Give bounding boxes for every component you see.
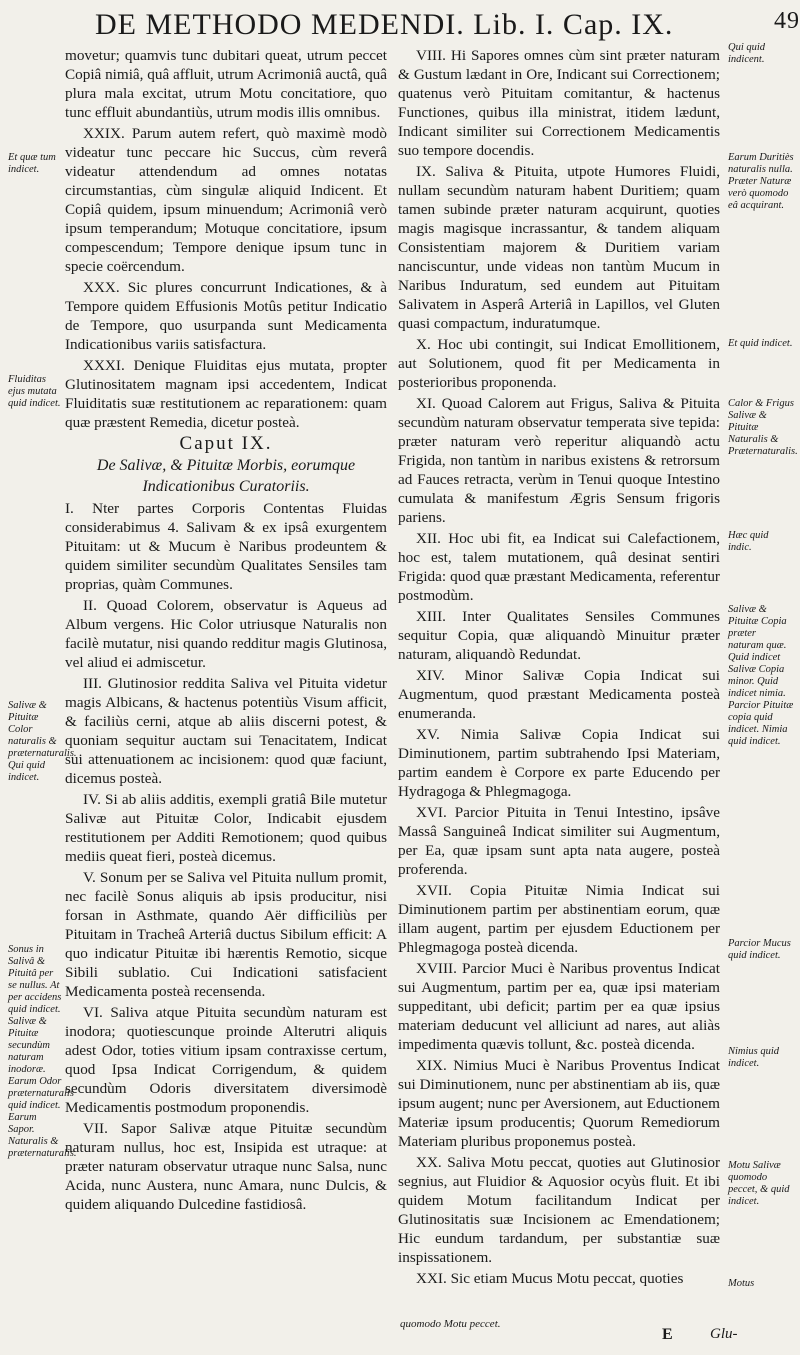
paragraph: XIV. Minor Salivæ Copia Indicat sui Augmentum, quod præstant Medicamenta posteà enumeranda.: [398, 667, 720, 722]
paragraph: XXXI. Denique Fluiditas ejus mutata, propter Glutinositatem magnam ipsi accedentem, Indicat Fluiditatis suæ restitutionem ac reparationem: quam quæ præstent Remedia, dicetur posteà.: [65, 357, 387, 431]
running-title: DE METHODO MEDENDI. Lib. I. Cap. IX.: [95, 8, 674, 41]
paragraph: X. Hoc ubi contingit, sui Indicat Emollitionem, aut Solutionem, quod fit per Medicamenta in posterioribus proponenda.: [398, 336, 720, 391]
margin-note: Salivæ & Pituitæ Copia præter naturam quæ. Quid indicet Salivæ Copia minor. Quid indicet nimia. Parcior Pituitæ copia quid indicet. Nimia quid indicet.: [728, 604, 794, 747]
margin-note: Et quid indicet.: [728, 338, 793, 349]
catchword: Glu-: [710, 1326, 738, 1342]
signature-mark: E: [662, 1326, 673, 1343]
paragraph: VII. Sapor Salivæ atque Pituitæ secundùm naturam nullus, hoc est, Insipida est utraque: at præter naturam observatur utraque nunc Salsa, nunc Acida, nunc Austera, nunc Amara, nunc Dulcis, & quidem aliquando Dulcedine fastidiosâ.: [65, 1120, 387, 1213]
paragraph: XXIX. Parum autem refert, quò maximè modò videatur tunc peccare hic Succus, cùm reverâ videatur attendendum ad omnes notatas circumstantias, cùm singulæ aliquid Indicent. Et Copiâ quidem, ipsum minuendum; Acrimoniâ verò ipsum temperandum; Motuque concitatiore, ipsum compescendum; Tempore denique ipsum tunc in specie coërcendum.: [65, 125, 387, 275]
margin-note: Motu Salivæ quomodo peccet, & quid indicet.: [728, 1160, 790, 1207]
page-footer: [400, 1318, 780, 1348]
paragraph: I. Nter partes Corporis Contentas Fluidas considerabimus 4. Salivam & ex ipsâ exurgentem Pituitam: ut & Mucum è Naribus prodeuntem & quidem similiter secundùm Qualitates Sensiles tam proprias, quàm Communes.: [65, 500, 387, 593]
margin-note: Nimius quid indicet.: [728, 1046, 780, 1069]
left-column: [65, 46, 387, 1216]
paragraph: VI. Saliva atque Pituita secundùm naturam est inodora; quotiescunque proinde Alterutri aliquis adest Odor, toties vitium ipsam contraxisse certum, quod Ipsa Indicat Corrigendum, & quidem secundùm Odoris diversitatem diversimodè Medicamentis postmodum proponendis.: [65, 1004, 387, 1116]
margin-note: Et quæ tum indicet.: [8, 152, 56, 175]
margin-note: Fluiditas ejus mutata quid indicet.: [8, 374, 61, 409]
catchline: quomodo Motu peccet.: [400, 1318, 501, 1330]
paragraph: XXI. Sic etiam Mucus Motu peccat, quoties: [416, 1270, 684, 1287]
chapter-subtitle: De Salivæ, & Pituitæ Morbis, eorumque Indicationibus Curatoriis.: [96, 457, 356, 495]
margin-note: Salivæ & Pituitæ Color naturalis & præternaturalis. Qui quid indicet.: [8, 700, 77, 783]
margin-note: Earum Duritiès naturalis nulla. Præter Naturæ verò quomodo eâ acquirant.: [728, 152, 794, 211]
margin-note: Sonus in Salivâ & Pituitâ per se nullus. At per accidens quid indicet. Salivæ & Pituitæ secundùm naturam inodoræ. Earum Odor præternaturalis quid indicet. Earum Sapor. Naturalis & præternaturalis.: [8, 944, 77, 1159]
paragraph: XX. Saliva Motu peccat, quoties aut Glutinosior segnius, aut Fluidior & Aquosior ocyùs fluit. Et ibi quidem Motum facilitandum Indicat per Glutinositatis suæ Incisionem ac Emendationem; Hic eundum tardandum, per substantiæ suæ inspissationem.: [398, 1154, 720, 1266]
margin-note: Hæc quid indic.: [728, 530, 769, 553]
paragraph: VIII. Hi Sapores omnes cùm sint præter naturam & Gustum lædant in Ore, Indicant sui Correctionem; quatenus verò Pituitam comitantur, & hactenus Functiones, quibus illa ministrat, itidem lædunt, Indicant similiter sui Correctionem Medicamentis suo tempore docendis.: [398, 47, 720, 159]
paragraph: II. Quoad Colorem, observatur is Aqueus ad Album vergens. Hic Color utriusque Naturalis non facilè mutatur, nisi quando redditur magis Glutinosa, vel aliud ei admiscetur.: [65, 597, 387, 671]
margin-note: Calor & Frigus Salivæ & Pituitæ Naturalis & Præternaturalis.: [728, 398, 798, 457]
paragraph: XIX. Nimius Muci è Naribus Proventus Indicat sui Diminutionem, nunc per abstinentiam ab iis, quæ ipsum augent; nunc per Aversionem, aut Eductionem Materiæ ipsum producentis; Quorum Remediorum Materiam pluribus proponemus posteà.: [398, 1057, 720, 1150]
paragraph: V. Sonum per se Saliva vel Pituita nullum promit, nec facilè Sonus aliquis ab ipsis producitur, nisi forsan in Asthmate, quando Aër difficiliùs per Pituitam in Tracheâ Arteriâ ductus Sibilum efficit: A quo indicatur Pituitæ ibi hærentis Remotio, sicque Sibili sublatio. Cui Indicationi satisfacient Medicamenta posteà recensenda.: [65, 869, 387, 1000]
page-number: 49: [774, 8, 800, 34]
right-column: [398, 46, 720, 1290]
paragraph: XIII. Inter Qualitates Sensiles Communes sequitur Copia, quæ aliquandò Minuitur præter naturam, aliquandò Redundat.: [398, 608, 720, 663]
paragraph: movetur; quamvis tunc dubitari queat, utrum peccet Copiâ nimiâ, quâ affluit, utrum Acrimoniâ auctâ, quâ plura mala excitat, utrum Motu concitatiore, quo tunc effluit abundantiùs, utrum modis illis omnibus.: [65, 47, 387, 121]
chapter-heading: Caput IX.: [179, 433, 273, 454]
paragraph: XV. Nimia Salivæ Copia Indicat sui Diminutionem, partim subtrahendo Ipsi Materiam, partim eandem è Corpore ex parte Educendo per Hydragoga & Phlegmagoga.: [398, 726, 720, 800]
running-head: [95, 8, 800, 48]
paragraph: IV. Si ab aliis additis, exempli gratiâ Bile mutetur Salivæ aut Pituitæ Color, Indicabit ejusdem restitutionem per Additi Remotionem; quod quibus mediis queat fieri, posteà dicemus.: [65, 791, 387, 865]
margin-note: Motus: [728, 1278, 755, 1289]
paragraph: XII. Hoc ubi fit, ea Indicat sui Calefactionem, hoc est, talem mutationem, quâ desinat sentiri Frigida: quod quæ præstant Medicamenta, referentur postmodùm.: [398, 530, 720, 604]
paragraph: XVI. Parcior Pituita in Tenui Intestino, ipsâve Massâ Sanguineâ Indicat similiter sui Augmentum, per Ea, quæ ipsam sunt apta nata augere, posteà proferenda.: [398, 804, 720, 878]
paragraph: XVIII. Parcior Muci è Naribus proventus Indicat sui Augmentum, partim per ea, quæ ipsi materiam suppeditant, ubi deficit; partim per ea quæ ipsius materiam deducunt vel alliciunt ad nares, aut aliàs impedimenta quævis tollunt, &c. posteà dicenda.: [398, 960, 720, 1053]
margin-note: Parcior Mucus quid indicet.: [728, 938, 791, 961]
margin-note: Qui quid indicent.: [728, 42, 766, 65]
paragraph: XXX. Sic plures concurrunt Indicationes, & à Tempore quidem Effusionis Motûs petitur Indicatio de Tempore, quo usurpanda sunt Medicamenta Indicationibus variis satisfactura.: [65, 279, 387, 353]
paragraph: IX. Saliva & Pituita, utpote Humores Fluidi, nullam secundùm naturam habent Duritiem; quam tamen subinde præter naturam acquirunt, quoties magis magisque incrassantur, & tandem aliquam Consistentiam majorem & Duritiem variam nanciscuntur, unde videas non tantùm Mucum in Naribus Induratum, sed eundem aut Pituitam Salivatem in Asperâ Arteriâ in Lapillos, vel Gluten quasi compactum, induratumque.: [398, 163, 720, 332]
paragraph: XVII. Copia Pituitæ Nimia Indicat sui Diminutionem partim per abstinentiam eorum, quæ illam augent, partim per ejusdem Eductionem per Phlegmagoga posteà dicenda.: [398, 882, 720, 956]
paragraph: XI. Quoad Calorem aut Frigus, Saliva & Pituita secundùm naturam observatur temperata sive tepida: præter naturam verò reperitur aliquandò actu Frigida, non tantùm in naribus existens & retrorsum ad Fauces retracta, verùm in Tenui quoque Intestino cumulata & manifestum Ægris Sensum frigoris pariens.: [398, 395, 720, 526]
paragraph: III. Glutinosior reddita Saliva vel Pituita videtur magis Albicans, & hactenus potentiùs Visum afficit, & faciliùs cerni, atque ab aliis discerni potest, & quoniam sequitur auctam sui Tenacitatem, Indicat sui attenuationem ac incisionem: quod quæ faciunt, dicemus posteà.: [65, 675, 387, 787]
